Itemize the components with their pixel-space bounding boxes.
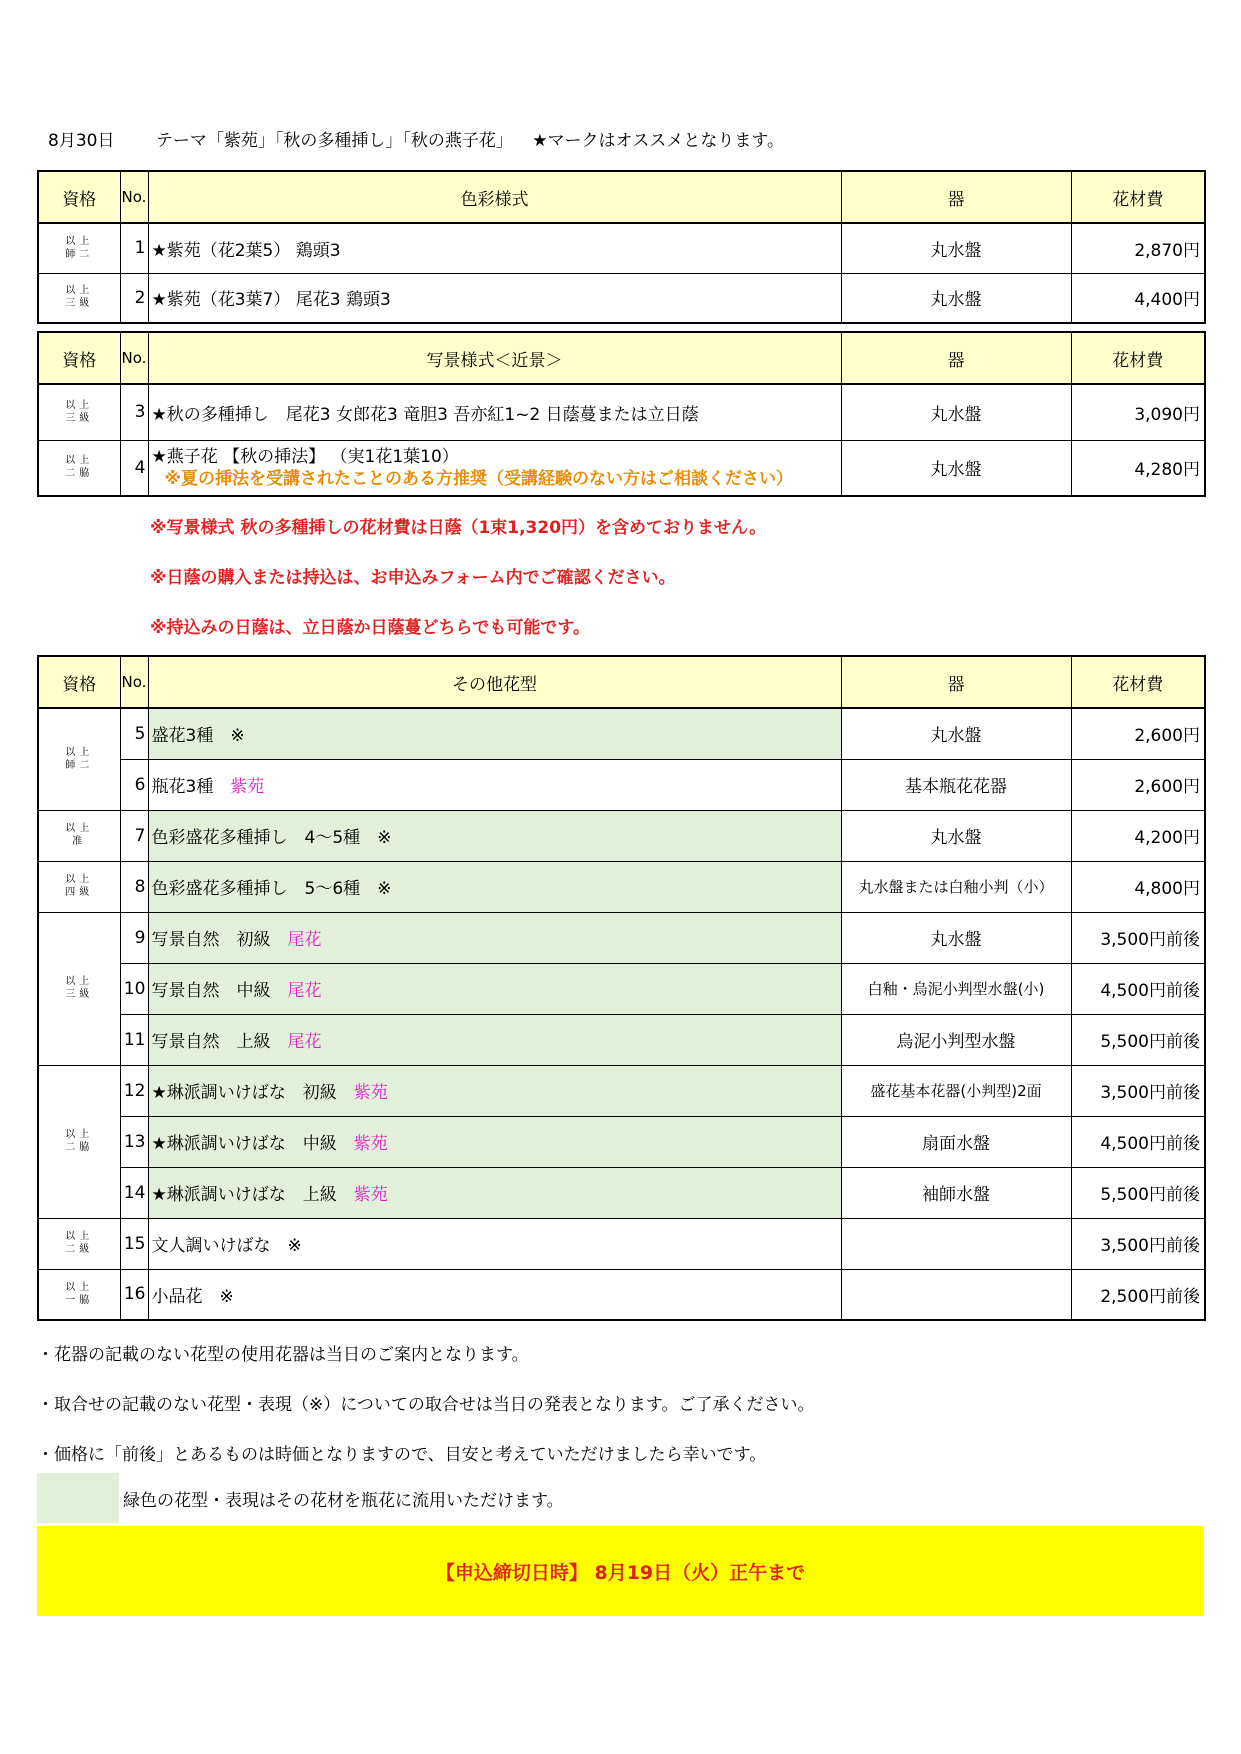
- material-highlight: 尾花: [287, 981, 322, 1001]
- no-cell: 9: [120, 912, 148, 963]
- main-cell: ★琳派調いけばな 初級: [151, 1083, 354, 1103]
- cost-cell: 4,500円前後: [1071, 1116, 1205, 1167]
- no-cell: 4: [120, 440, 148, 496]
- table-row: [38, 912, 1205, 963]
- cost-cell: 4,200円: [1071, 810, 1205, 861]
- table-row: [38, 1167, 1205, 1218]
- header-line: [48, 126, 784, 151]
- material-highlight: 紫苑: [230, 777, 265, 797]
- table-color-style: [37, 170, 1206, 324]
- main-cell: 写景自然 中級: [151, 981, 288, 1001]
- no-cell: 13: [120, 1116, 148, 1167]
- table-row: [38, 273, 1205, 323]
- table-row: [38, 1218, 1205, 1269]
- no-cell: 8: [120, 861, 148, 912]
- qual-cell: 以上 師二: [65, 235, 94, 260]
- main-cell: 色彩盛花多種挿し 5～6種 ※: [151, 879, 392, 899]
- table-row: [38, 440, 1205, 496]
- red-note-1: ※写景様式 秋の多種挿しの花材費は日蔭（1束1,320円）を含めておりません。: [150, 518, 767, 538]
- table-landscape-style: [37, 331, 1206, 497]
- bullet-note-1: ・花器の記載のない花型の使用花器は当日のご案内となります。: [37, 1345, 529, 1365]
- main-cell: ★秋の多種挿し 尾花3 女郎花3 竜胆3 吾亦紅1~2 日蔭蔓または立日蔭: [148, 384, 841, 440]
- no-cell: 11: [120, 1014, 148, 1065]
- material-highlight: 尾花: [287, 930, 322, 950]
- qual-cell: 以上 准: [65, 823, 94, 847]
- col-cost: 花材費: [1071, 171, 1205, 223]
- vessel-cell: 盛花基本花器(小判型)2面: [841, 1065, 1071, 1116]
- qual-cell: 以上 二脇: [65, 455, 94, 480]
- green-legend-text: 緑色の花型・表現はその花材を瓶花に流用いただけます。: [123, 1491, 564, 1511]
- main-cell: ★琳派調いけばな 上級: [151, 1185, 354, 1205]
- deadline-banner: [37, 1526, 1204, 1616]
- table-row: [38, 1065, 1205, 1116]
- cost-cell: 3,500円前後: [1071, 1065, 1205, 1116]
- table-row: [38, 861, 1205, 912]
- table-row: [38, 963, 1205, 1014]
- deadline-text: 【申込締切日時】 8月19日（火）正午まで: [435, 1561, 806, 1584]
- col-no: No.: [120, 332, 148, 384]
- bullet-note-2: ・取合せの記載のない花型・表現（※）についての取合せは当日の発表となります。ご了承ください。: [37, 1395, 815, 1415]
- col-main: 写景様式＜近景＞: [148, 332, 841, 384]
- qual-cell: 以上 二級: [65, 1231, 94, 1255]
- main-cell: 小品花 ※: [151, 1286, 234, 1307]
- recommend-sub-note: ※夏の挿法を受講されたことのある方推奨（受講経験のない方はご相談ください）: [164, 468, 794, 489]
- table-header-row: [38, 332, 1205, 384]
- cost-cell: 3,500円前後: [1071, 912, 1205, 963]
- main-cell: ★紫苑（花2葉5） 鶏頭3: [148, 223, 841, 273]
- material-highlight: 尾花: [287, 1032, 322, 1052]
- qual-cell: 以上 二脇: [65, 1129, 94, 1153]
- table-row: [38, 708, 1205, 759]
- cost-cell: 3,090円: [1071, 384, 1205, 440]
- main-cell: 瓶花3種: [151, 777, 231, 797]
- vessel-cell: 烏泥小判型水盤: [841, 1014, 1071, 1065]
- cost-cell: 3,500円前後: [1071, 1218, 1205, 1269]
- cost-cell: 2,500円前後: [1071, 1269, 1205, 1320]
- main-cell: 文人調いけばな ※: [151, 1236, 302, 1256]
- col-vessel: 器: [841, 332, 1071, 384]
- vessel-cell: 白釉・烏泥小判型水盤(小): [841, 963, 1071, 1014]
- vessel-cell: 丸水盤: [841, 810, 1071, 861]
- table-header-row: [38, 656, 1205, 708]
- vessel-cell: 丸水盤: [841, 223, 1071, 273]
- no-cell: 14: [120, 1167, 148, 1218]
- vessel-cell: 丸水盤または白釉小判（小）: [841, 861, 1071, 912]
- table-row: [38, 1269, 1205, 1320]
- no-cell: 15: [120, 1218, 148, 1269]
- cost-cell: 4,400円: [1071, 273, 1205, 323]
- col-cost: 花材費: [1071, 656, 1205, 708]
- qual-cell: 以上 三級: [65, 285, 94, 310]
- no-cell: 16: [120, 1269, 148, 1320]
- cost-cell: 4,800円: [1071, 861, 1205, 912]
- qual-cell: 以上 三級: [65, 399, 94, 424]
- red-note-3: ※持込みの日蔭は、立日蔭か日蔭蔓どちらでも可能です。: [150, 618, 590, 638]
- col-qual: 資格: [38, 332, 120, 384]
- vessel-cell: 丸水盤: [841, 273, 1071, 323]
- qual-cell: 以上 一脇: [65, 1281, 94, 1306]
- col-no: No.: [120, 656, 148, 708]
- no-cell: 2: [120, 273, 148, 323]
- event-date: 8月30日: [48, 131, 115, 151]
- table-body: [38, 708, 1205, 1320]
- red-note-2: ※日蔭の購入または持込は、お申込みフォーム内でご確認ください。: [150, 568, 676, 588]
- cost-cell: 2,870円: [1071, 223, 1205, 273]
- event-theme: テーマ「紫苑」「秋の多種挿し」「秋の燕子花」: [155, 131, 513, 151]
- no-cell: 10: [120, 963, 148, 1014]
- vessel-cell: [841, 1269, 1071, 1320]
- no-cell: 5: [120, 708, 148, 759]
- vessel-cell: 丸水盤: [841, 440, 1071, 496]
- col-vessel: 器: [841, 171, 1071, 223]
- main-cell: 写景自然 初級: [151, 930, 288, 950]
- vessel-cell: [841, 1218, 1071, 1269]
- cost-cell: 5,500円前後: [1071, 1014, 1205, 1065]
- table-row: [38, 384, 1205, 440]
- qual-cell: 以上 三級: [65, 976, 94, 1000]
- vessel-cell: 丸水盤: [841, 708, 1071, 759]
- no-cell: 3: [120, 384, 148, 440]
- cost-cell: 4,500円前後: [1071, 963, 1205, 1014]
- main-cell: ★燕子花 【秋の挿法】 （実1花1葉10）: [151, 446, 459, 467]
- main-cell: 写景自然 上級: [151, 1032, 288, 1052]
- main-cell: ★紫苑（花3葉7） 尾花3 鶏頭3: [148, 273, 841, 323]
- no-cell: 7: [120, 810, 148, 861]
- cost-cell: 5,500円前後: [1071, 1167, 1205, 1218]
- vessel-cell: 基本瓶花花器: [841, 759, 1071, 810]
- no-cell: 12: [120, 1065, 148, 1116]
- qual-cell: 以上 四級: [65, 874, 94, 898]
- main-cell: ★琳派調いけばな 中級: [151, 1134, 354, 1154]
- col-main: その他花型: [148, 656, 841, 708]
- table-header-row: [38, 171, 1205, 223]
- bullet-note-3: ・価格に「前後」とあるものは時価となりますので、目安と考えていただけましたら幸いです。: [37, 1445, 767, 1465]
- col-vessel: 器: [841, 656, 1071, 708]
- col-main: 色彩様式: [148, 171, 841, 223]
- vessel-cell: 丸水盤: [841, 384, 1071, 440]
- table-row: [38, 1116, 1205, 1167]
- col-qual: 資格: [38, 171, 120, 223]
- table-row: [38, 810, 1205, 861]
- cost-cell: 4,280円: [1071, 440, 1205, 496]
- no-cell: 1: [120, 223, 148, 273]
- col-qual: 資格: [38, 656, 120, 708]
- table-row: [38, 759, 1205, 810]
- vessel-cell: 扇面水盤: [841, 1116, 1071, 1167]
- qual-cell: 以上 師二: [65, 746, 94, 771]
- cost-cell: 2,600円: [1071, 708, 1205, 759]
- table-row: [38, 1014, 1205, 1065]
- col-cost: 花材費: [1071, 332, 1205, 384]
- no-cell: 6: [120, 759, 148, 810]
- col-no: No.: [120, 171, 148, 223]
- table-row: [38, 223, 1205, 273]
- cost-cell: 2,600円: [1071, 759, 1205, 810]
- vessel-cell: 丸水盤: [841, 912, 1071, 963]
- main-cell: 色彩盛花多種挿し 4～5種 ※: [151, 828, 392, 848]
- main-cell: 盛花3種 ※: [151, 726, 245, 747]
- vessel-cell: 袖師水盤: [841, 1167, 1071, 1218]
- green-legend-swatch: [37, 1473, 119, 1523]
- table-other-styles: [37, 655, 1206, 1321]
- material-highlight: 紫苑: [353, 1185, 388, 1205]
- material-highlight: 紫苑: [353, 1083, 388, 1103]
- material-highlight: 紫苑: [353, 1134, 388, 1154]
- recommend-note: ★マークはオススメとなります。: [532, 131, 784, 151]
